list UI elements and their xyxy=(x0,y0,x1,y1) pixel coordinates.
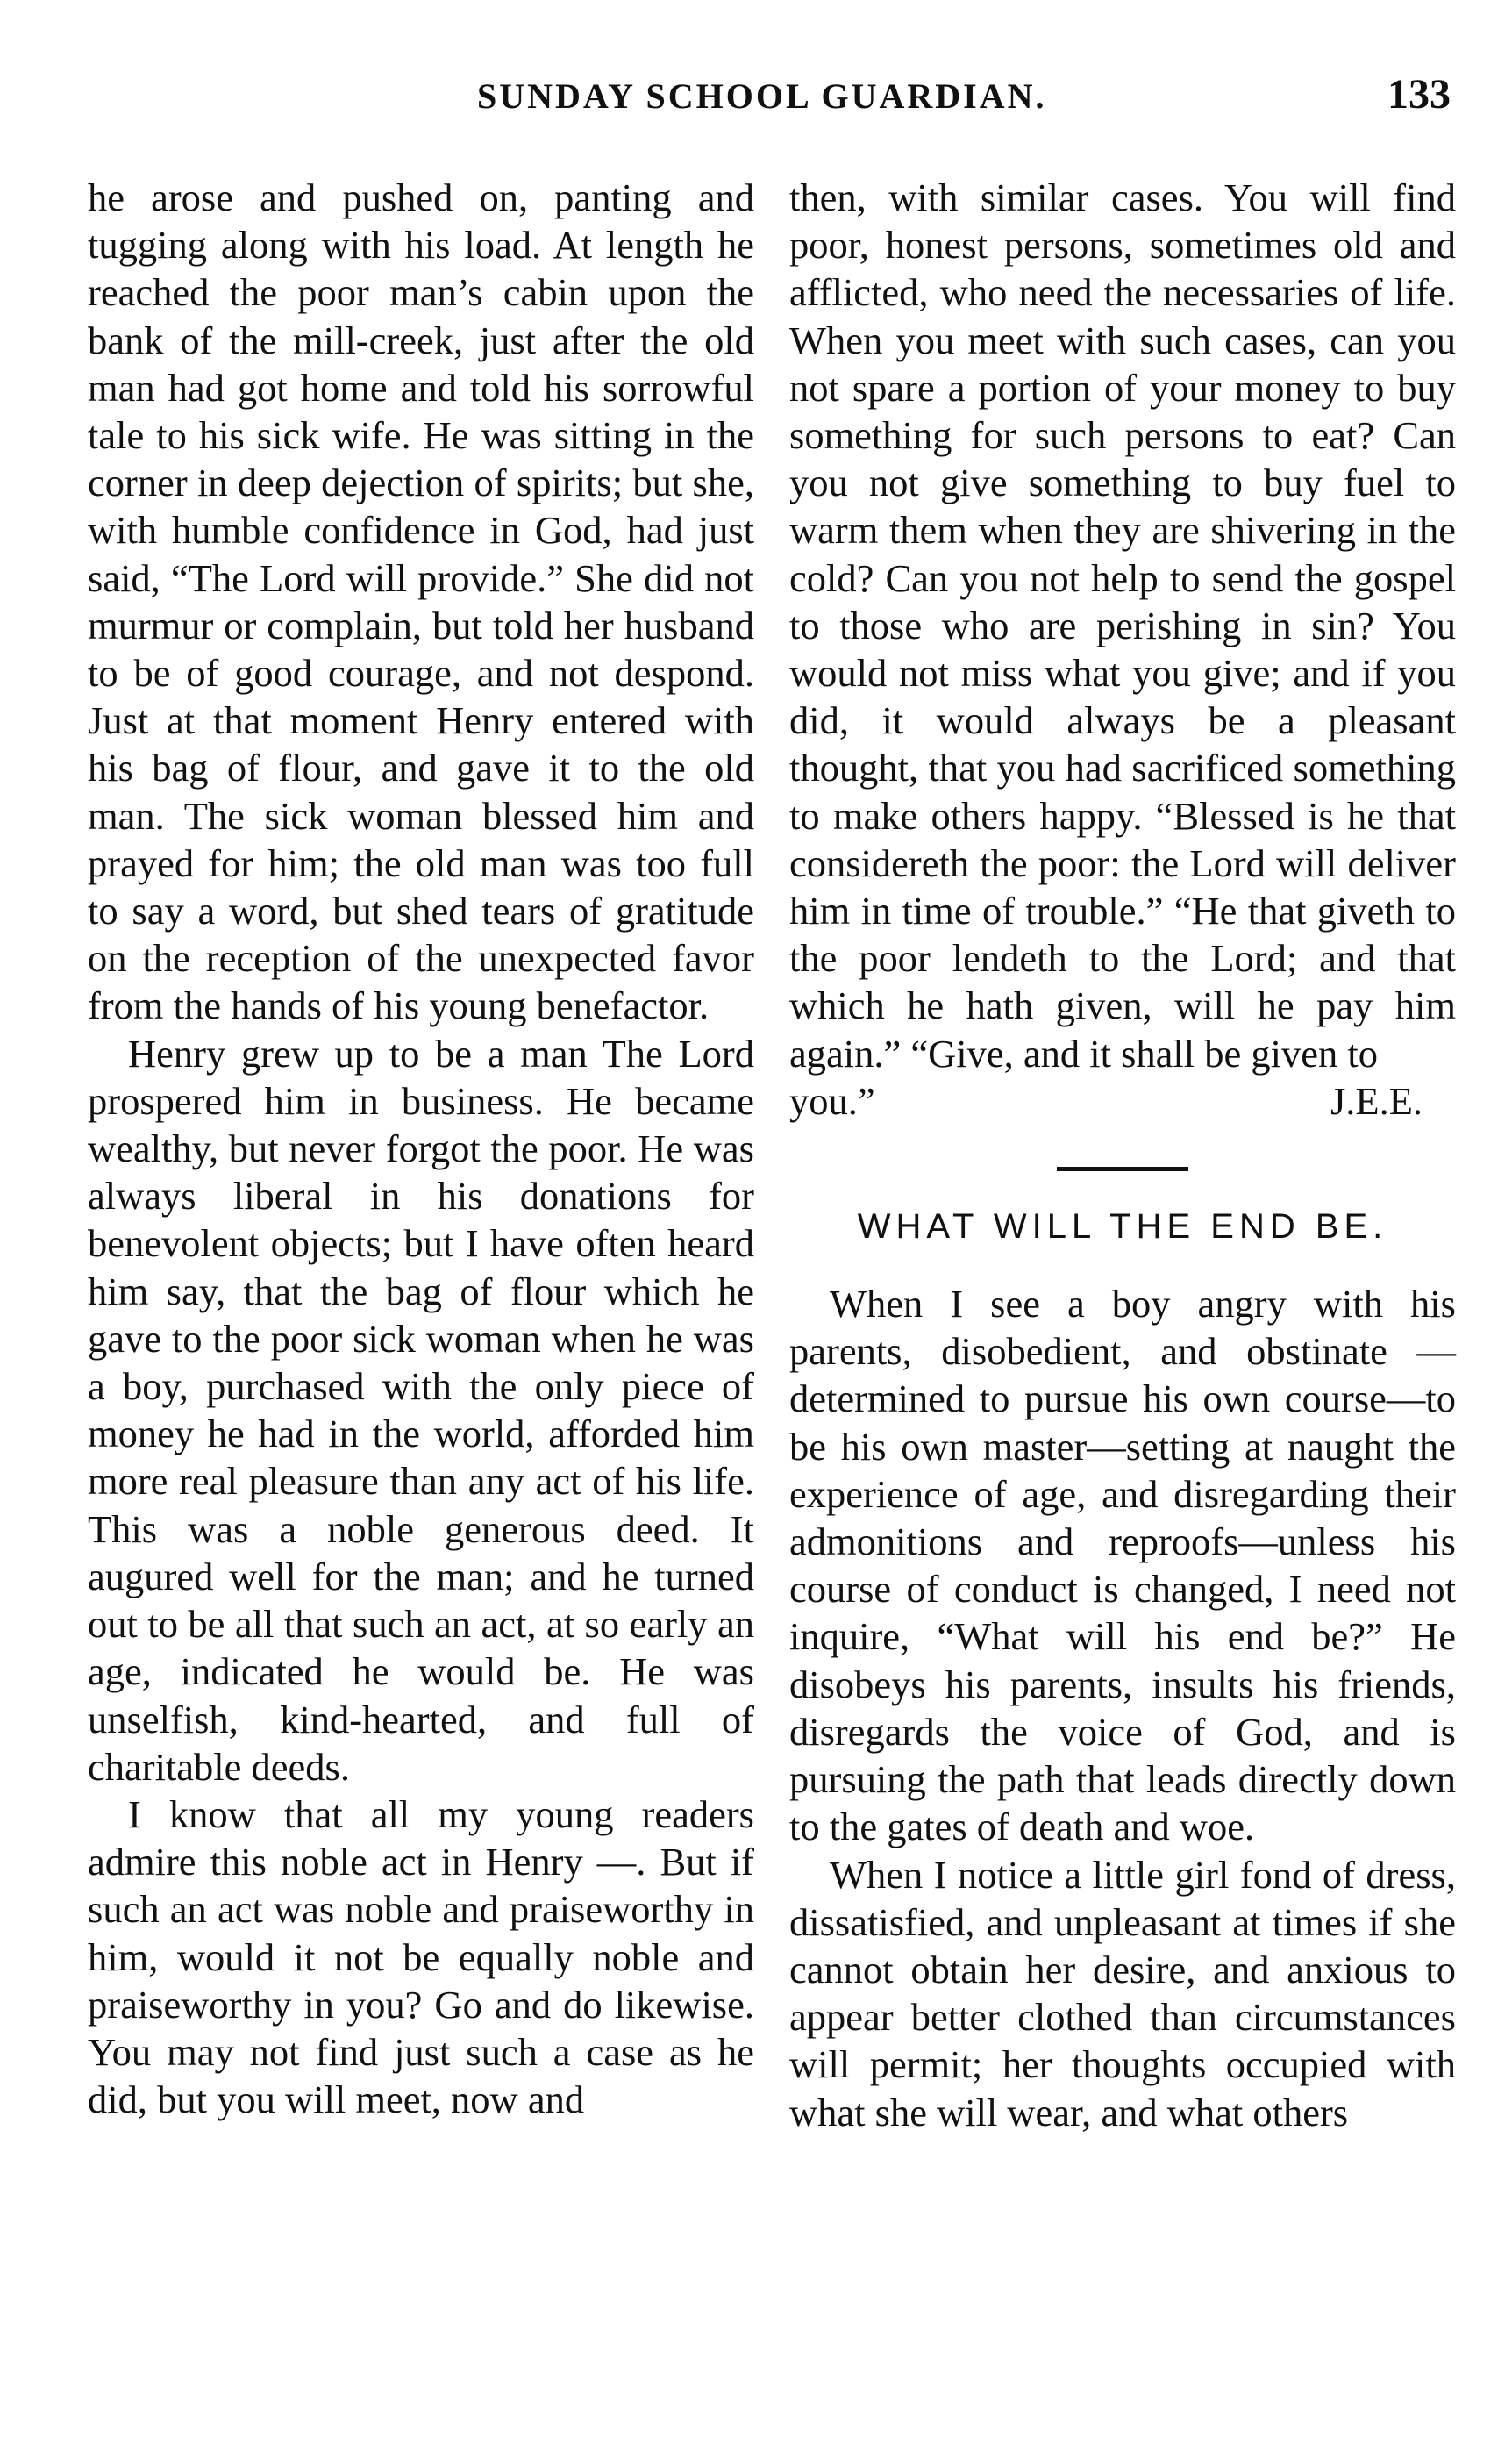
page-header xyxy=(81,71,1475,128)
right-paragraph-1: then, with similar cases. You will find poor, honest persons, sometimes old and afflicted, who need the necessaries of life. When you meet with such cases, can you not spare a portion of your money to buy something for such persons to eat? Can you not give something to buy fuel to warm them when they are shivering in the cold? Can you not help to send the gospel to those who are perishing in sin? You would not miss what you give; and if you did, it would always be a pleasant thought, that you had sacrificed something to make others happy. “Blessed is he that considereth the poor: the Lord will deliver him in time of trouble.” “He that giveth to the poor lendeth to the Lord; and that which he hath given, will he pay him again.” “Give, and it shall be given to xyxy=(789,175,1456,1076)
section-divider xyxy=(1057,1167,1188,1171)
right-paragraph-2: When I see a boy angry with his parents, disobedient, and obstinate —determined to pursue his own course—to be his own master—setting at naught the experience of age, and disregarding their admonitions and reproofs—unless his course of conduct is changed, I need not inquire, “What will his end be?” He disobeys his parents, insults his friends, disregards the voice of God, and is pursuing the path that leads directly down to the gates of death and woe. xyxy=(789,1282,1456,1849)
author-signature: J.E.E. xyxy=(1330,1078,1423,1123)
signature-line xyxy=(789,1077,1456,1125)
section-heading: WHAT WILL THE END BE. xyxy=(857,1207,1388,1247)
paragraph-last-line: you.” xyxy=(789,1078,875,1123)
left-paragraph-2: Henry grew up to be a man The Lord prospered him in business. He became wealthy, but never forgot the poor. He was always liberal in his donations for benevolent objects; but I have often heard him say, that the bag of flour which he gave to the poor sick woman when he was a boy, purchased with the only piece of money he had in the world, afforded him more real pleasure than any act of his life. This was a noble generous deed. It augured well for the man; and he turned out to be all that such an act, at so early an age, indicated he would be. He was unselfish, kind-hearted, and full of charitable deeds. xyxy=(88,1031,754,1789)
running-title: SUNDAY SCHOOL GUARDIAN. xyxy=(477,76,1047,116)
right-paragraph-3: When I notice a little girl fond of dress, dissatisfied, and unpleasant at times if she cannot obtain her desire, and anxious to appear better clothed than circumstances will permit; her thoughts occupied with what she will wear, and what others xyxy=(789,1852,1456,2134)
left-paragraph-1: he arose and pushed on, panting and tugging along with his load. At length he reached the poor man’s cabin upon the bank of the mill-creek, just after the old man had got home and told his sorrowful tale to his sick wife. He was sitting in the corner in deep dejection of spirits; but she, with humble confidence in God, had just said, “The Lord will provide.” She did not murmur or complain, but told her husband to be of good courage, and not despond. Just at that moment Henry entered with his bag of flour, and gave it to the old man. The sick woman blessed him and prayed for him; the old man was too full to say a word, but shed tears of gratitude on the reception of the unexpected favor from the hands of his young benefactor. xyxy=(88,175,754,1028)
right-column xyxy=(789,174,1456,2136)
page-number: 133 xyxy=(1387,71,1451,118)
left-column xyxy=(88,174,754,2123)
left-paragraph-3: I know that all my young readers admire this noble act in Henry —. But if such an act was noble and praiseworthy in him, would it not be equally noble and praiseworthy in you? Go and do likewise. You may not find just such a case as he did, but you will meet, now and xyxy=(88,1791,754,2122)
